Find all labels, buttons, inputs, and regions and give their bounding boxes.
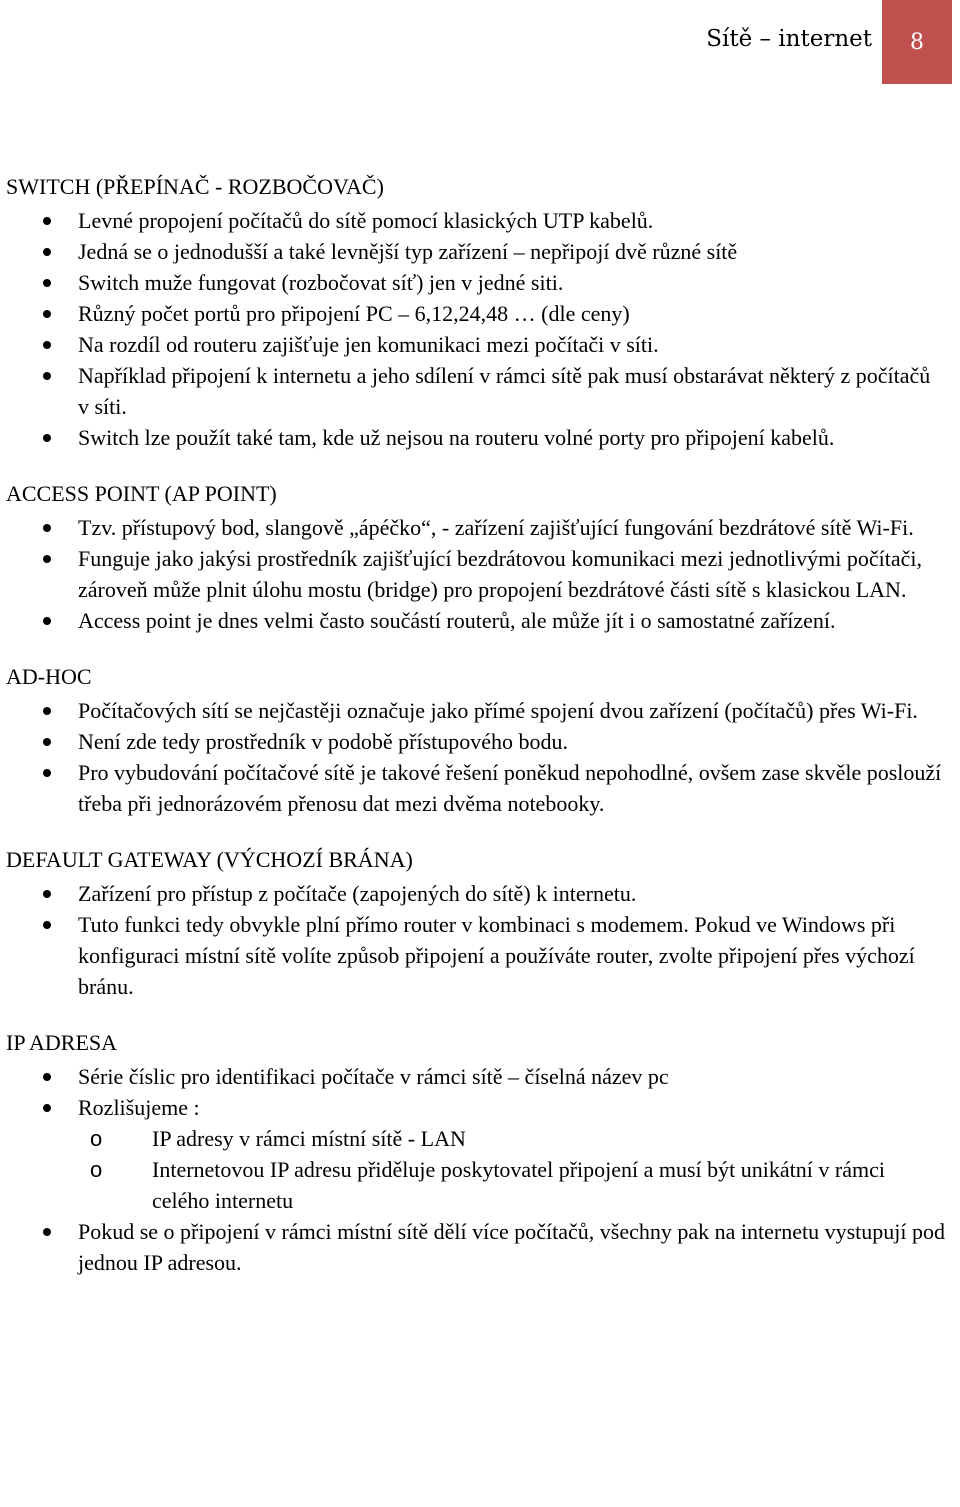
sub-list-item <box>78 1154 946 1216</box>
section-ip-adresa <box>6 1026 946 1278</box>
list-item: Funguje jako jakýsi prostředník zajišťující bezdrátovou komunikaci mezi jednotlivými počítači, zároveň může plnit úlohu mostu (bridge) pro propojení bezdrátové části sítě s klasickou LAN. <box>6 543 946 605</box>
list-item: Různý počet portů pro připojení PC – 6,12,24,48 … (dle ceny) <box>6 298 946 329</box>
list-item-text: Rozlišujeme : <box>78 1095 200 1120</box>
circle-bullet-icon: o <box>90 1126 103 1151</box>
list-item: Pokud se o připojení v rámci místní sítě dělí více počítačů, všechny pak na internetu vystupují pod jednou IP adresou. <box>6 1216 946 1278</box>
section-switch <box>6 170 946 453</box>
sub-bullet-list <box>78 1123 946 1216</box>
bullet-list <box>6 205 946 453</box>
list-item: Tzv. přístupový bod, slangově „ápéčko“, - zařízení zajišťující fungování bezdrátové sítě Wi-Fi. <box>6 512 946 543</box>
bullet-list <box>6 1061 946 1278</box>
circle-bullet-icon: o <box>90 1157 103 1182</box>
sub-list-item <box>78 1123 946 1154</box>
list-item: Switch lze použít také tam, kde už nejsou na routeru volné porty pro připojení kabelů. <box>6 422 946 453</box>
list-item: Počítačových sítí se nejčastěji označuje jako přímé spojení dvou zařízení (počítačů) přes Wi-Fi. <box>6 695 946 726</box>
list-item: Například připojení k internetu a jeho sdílení v rámci sítě pak musí obstarávat některý z počítačů v síti. <box>6 360 946 422</box>
list-item: Jedná se o jednodušší a také levnější typ zařízení – nepřipojí dvě různé sítě <box>6 236 946 267</box>
list-item: Pro vybudování počítačové sítě je takové řešení poněkud nepohodlné, ovšem zase skvěle poslouží třeba při jednorázovém přenosu dat mezi dvěma notebooky. <box>6 757 946 819</box>
sub-list-item-text: Internetovou IP adresu přiděluje poskytovatel připojení a musí být unikátní v rámci celého internetu <box>152 1157 885 1213</box>
document-body <box>6 170 946 1278</box>
header-title: Sítě – internet <box>706 26 872 52</box>
section-heading: AD-HOC <box>6 664 92 689</box>
section-heading: DEFAULT GATEWAY (VÝCHOZÍ BRÁNA) <box>6 847 413 872</box>
section-ad-hoc <box>6 660 946 819</box>
section-heading: IP ADRESA <box>6 1030 118 1055</box>
list-item: Switch muže fungovat (rozbočovat síť) jen v jedné siti. <box>6 267 946 298</box>
page-header <box>0 0 960 86</box>
list-item: Tuto funkci tedy obvykle plní přímo router v kombinaci s modemem. Pokud ve Windows při konfiguraci místní sítě volíte způsob připojení a používáte router, zvolte připojení přes výchozí bránu. <box>6 909 946 1002</box>
sub-list-item-text: IP adresy v rámci místní sítě - LAN <box>152 1126 466 1151</box>
list-item: Série číslic pro identifikaci počítače v rámci sítě – číselná název pc <box>6 1061 946 1092</box>
bullet-list <box>6 878 946 1002</box>
list-item <box>6 1092 946 1216</box>
section-default-gateway <box>6 843 946 1002</box>
bullet-list <box>6 695 946 819</box>
list-item: Levné propojení počítačů do sítě pomocí klasických UTP kabelů. <box>6 205 946 236</box>
bullet-list <box>6 512 946 636</box>
page-number: 8 <box>882 0 952 84</box>
section-access-point <box>6 477 946 636</box>
list-item: Zařízení pro přístup z počítače (zapojených do sítě) k internetu. <box>6 878 946 909</box>
list-item: Na rozdíl od routeru zajišťuje jen komunikaci mezi počítači v síti. <box>6 329 946 360</box>
list-item: Není zde tedy prostředník v podobě přístupového bodu. <box>6 726 946 757</box>
section-heading: SWITCH (PŘEPÍNAČ - ROZBOČOVAČ) <box>6 174 384 199</box>
list-item: Access point je dnes velmi často součástí routerů, ale může jít i o samostatné zařízení. <box>6 605 946 636</box>
section-heading: ACCESS POINT (AP POINT) <box>6 481 277 506</box>
